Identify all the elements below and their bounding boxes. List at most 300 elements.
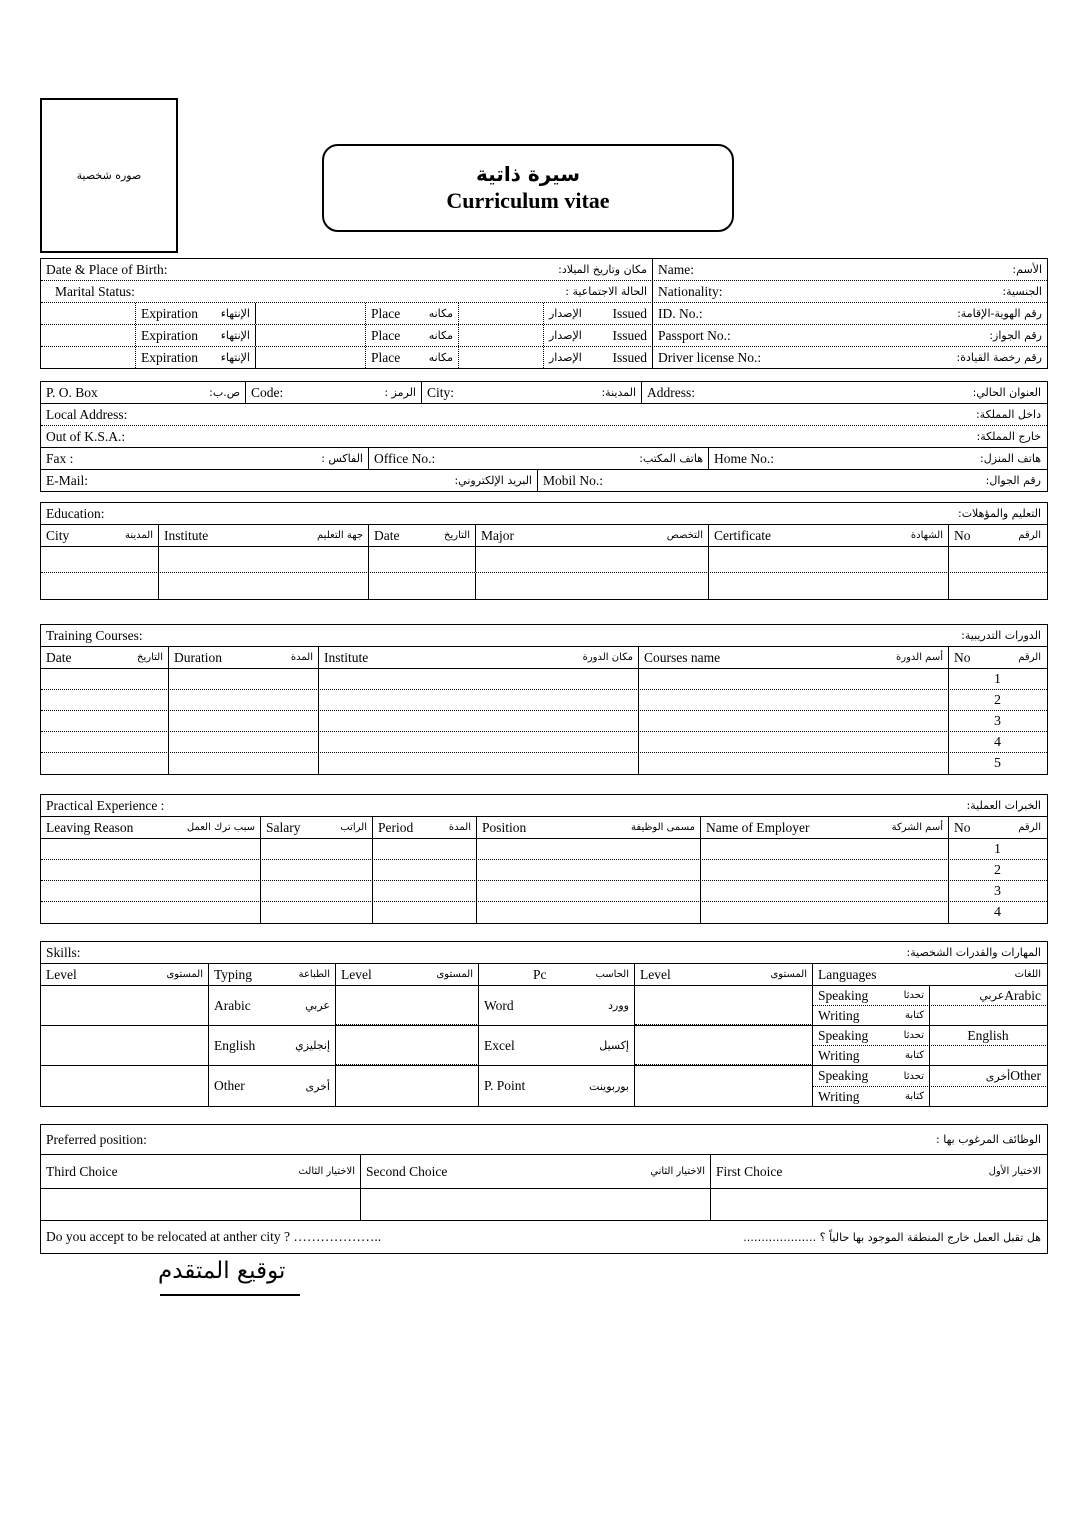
id-no-field[interactable] [653, 303, 1047, 324]
education-cell-certificate[interactable] [709, 547, 949, 572]
table-row[interactable] [41, 711, 1047, 732]
expiration-label-ar-2: الإنتهاء [220, 329, 250, 342]
training-cell-institute[interactable] [319, 669, 639, 690]
writing-label-ar-2: كتابة [905, 1050, 924, 1062]
skills-title-en: Skills: [46, 944, 81, 960]
mobil-no-field[interactable] [538, 470, 1046, 491]
typing-level-cell-arabic[interactable] [41, 986, 209, 1025]
driver-license-label-en: Driver license No.: [658, 349, 762, 365]
training-cell-institute[interactable] [319, 711, 639, 732]
education-col-major-en: Major [481, 527, 514, 543]
training-cell-date[interactable] [41, 732, 169, 753]
pc-level-cell-word[interactable] [336, 986, 479, 1025]
nationality-field[interactable] [653, 281, 1047, 302]
dob-name-row [41, 259, 1047, 281]
first-choice-input[interactable] [711, 1189, 1046, 1220]
passport-no-row [41, 325, 1047, 347]
typing-level-cell-other[interactable] [41, 1066, 209, 1106]
pc-level-label-en: Level [341, 966, 372, 982]
table-row[interactable] [41, 753, 1047, 774]
out-of-ksa-field[interactable] [41, 426, 1046, 447]
passport-no-label-ar: رقم الجواز: [989, 329, 1042, 342]
experience-cell-period[interactable] [373, 902, 477, 923]
experience-col-leaving-reason-en: Leaving Reason [46, 819, 134, 835]
preferred-position-block [40, 1124, 1048, 1254]
training-col-no-ar: الرقم [1018, 652, 1041, 663]
training-col-duration-ar: المدة [290, 652, 313, 663]
education-col-certificate-ar: الشهادة [910, 530, 943, 541]
training-col-no [949, 647, 1046, 668]
form-header [40, 98, 1048, 254]
photo-placeholder-label: صوره شخصية [76, 169, 142, 182]
experience-cell-leaving-reason[interactable] [41, 839, 261, 860]
license-place-value-cell[interactable] [256, 347, 366, 368]
education-cell-institute[interactable] [159, 547, 369, 572]
name-label-ar: الأسم: [1012, 263, 1042, 276]
pc-label-en: Pc [532, 966, 547, 982]
education-section-title [41, 503, 1046, 524]
city-label-en: City: [427, 384, 455, 400]
language-arabic-group [813, 986, 1046, 1025]
second-choice-input[interactable] [361, 1189, 711, 1220]
address-label-ar: العنوان الحالي: [972, 386, 1041, 399]
language-arabic-speaking[interactable] [813, 986, 930, 1005]
office-no-label-en: Office No.: [374, 450, 436, 466]
education-col-no-ar: الرقم [1018, 530, 1041, 541]
training-cell-institute[interactable] [319, 732, 639, 753]
training-col-courses-name-ar: أسم الدورة [896, 652, 943, 663]
training-col-date [41, 647, 169, 668]
issued-label-en-3: Issued [612, 349, 647, 365]
local-address-row[interactable] [41, 404, 1047, 426]
table-row[interactable] [41, 669, 1047, 690]
education-col-city-en: City [46, 527, 70, 543]
training-cell-date[interactable] [41, 669, 169, 690]
address-block [40, 381, 1048, 492]
pc-word-en: Word [484, 997, 514, 1013]
po-box-label-en: P. O. Box [46, 384, 98, 400]
skills-col-language-level [635, 964, 813, 985]
languages-label-en: Languages [818, 966, 877, 982]
experience-cell-no[interactable]: 4 [994, 904, 1001, 920]
expiration-label-en-3: Expiration [141, 349, 198, 365]
place-label-en-3: Place [371, 349, 401, 365]
experience-section-title [41, 795, 1046, 816]
education-col-date-ar: التاريخ [444, 530, 470, 541]
training-col-duration-en: Duration [174, 649, 222, 665]
place-label-en-2: Place [371, 327, 401, 343]
local-address-label-en: Local Address: [46, 406, 128, 422]
language-level-cell-other[interactable] [635, 1066, 813, 1106]
training-col-institute-ar: مكان الدورة [582, 652, 633, 663]
skills-row-3 [41, 1066, 1047, 1106]
preferred-header-row [41, 1125, 1047, 1155]
training-cell-duration[interactable] [169, 669, 319, 690]
typing-other-en: Other [214, 1078, 245, 1093]
passport-no-field[interactable] [653, 325, 1047, 346]
speaking-label-en-1: Speaking [818, 987, 869, 1003]
experience-cell-leaving-reason[interactable] [41, 902, 261, 923]
language-level-cell-english[interactable] [635, 1026, 813, 1065]
first-choice-header [711, 1155, 1046, 1188]
email-label-en: E-Mail: [46, 472, 88, 488]
experience-cell-salary[interactable] [261, 839, 373, 860]
experience-col-employer-en: Name of Employer [706, 819, 810, 835]
training-cell-institute[interactable] [319, 753, 639, 774]
table-row[interactable] [41, 839, 1047, 860]
training-cell-duration[interactable] [169, 753, 319, 774]
language-arabic-ar: عربي [979, 989, 1005, 1003]
typing-lang-arabic [209, 986, 336, 1025]
training-courses-block [40, 624, 1048, 775]
pc-excel-en: Excel [484, 1037, 515, 1053]
po-box-field[interactable] [41, 382, 246, 403]
id-expiration-label-cell [136, 303, 256, 324]
preferred-title-en: Preferred position: [46, 1131, 147, 1147]
experience-cell-period[interactable] [373, 881, 477, 902]
experience-col-employer-ar: أسم الشركة [891, 822, 943, 833]
id-expiration-value-cell[interactable] [41, 303, 136, 324]
training-cell-courses-name[interactable] [639, 711, 949, 732]
issued-label-en-1: Issued [612, 305, 647, 321]
marital-status-label-en: Marital Status: [55, 283, 135, 299]
training-cell-courses-name[interactable] [639, 690, 949, 711]
experience-cell-period[interactable] [373, 860, 477, 881]
training-col-courses-name-en: Courses name [644, 649, 721, 665]
city-field[interactable] [422, 382, 642, 403]
driver-license-label-ar: رقم رخصة القيادة: [956, 351, 1042, 364]
mobil-no-label-ar: رقم الجوال: [985, 474, 1041, 487]
training-cell-date[interactable] [41, 753, 169, 774]
training-cell-courses-name[interactable] [639, 669, 949, 690]
writing-label-en-2: Writing [818, 1047, 860, 1063]
table-row[interactable] [41, 881, 1047, 902]
experience-cell-no[interactable]: 1 [994, 841, 1001, 857]
preferred-section-title [41, 1125, 1046, 1154]
training-cell-institute[interactable] [319, 690, 639, 711]
fax-field[interactable] [41, 448, 369, 469]
pc-ppoint-ar: بوربوينت [589, 1079, 629, 1093]
experience-cell-no[interactable]: 2 [994, 862, 1001, 878]
language-other-filler [930, 1087, 1046, 1106]
training-cell-no[interactable]: 1 [994, 671, 1001, 687]
skills-col-pc-level [336, 964, 479, 985]
education-block [40, 502, 1048, 600]
typing-level-label-ar: المستوى [166, 969, 203, 980]
third-choice-input[interactable] [41, 1189, 361, 1220]
education-cell-no[interactable] [949, 547, 1046, 572]
experience-cell-position[interactable] [477, 881, 701, 902]
pc-level-cell-ppoint[interactable] [336, 1066, 479, 1106]
experience-col-position-en: Position [482, 819, 527, 835]
skills-section-title [41, 942, 1046, 963]
experience-cell-salary[interactable] [261, 881, 373, 902]
home-no-label-ar: هاتف المنزل: [980, 452, 1041, 465]
training-cell-no[interactable]: 5 [994, 755, 1001, 771]
relocation-question-ar: هل تقبل العمل خارج المنطقة الموجود بها حالياً ؟ ……………….. [743, 1230, 1041, 1244]
code-field[interactable] [246, 382, 422, 403]
skills-col-typing-level [41, 964, 209, 985]
education-cell-institute[interactable] [159, 573, 369, 599]
skills-col-typing [209, 964, 336, 985]
address-label-en: Address: [647, 384, 695, 400]
education-col-date [369, 525, 476, 546]
language-arabic-writing-row [813, 1006, 1046, 1025]
training-cell-no[interactable]: 4 [994, 734, 1001, 750]
experience-col-leaving-reason-ar: سبب ترك العمل [186, 822, 255, 833]
license-expiration-value-cell[interactable] [41, 347, 136, 368]
pc-excel-ar: إكسيل [599, 1039, 629, 1052]
table-row[interactable] [41, 573, 1047, 599]
training-section-title [41, 625, 1046, 646]
pc-app-ppoint [479, 1066, 635, 1106]
practical-experience-block [40, 794, 1048, 924]
skills-row-2 [41, 1026, 1047, 1066]
pc-label-ar: الحاسب [595, 969, 629, 980]
id-no-label-ar: رقم الهوية-الإقامة: [957, 307, 1042, 320]
expiration-label-en-2: Expiration [141, 327, 198, 343]
education-cell-date[interactable] [369, 573, 476, 599]
language-level-cell-arabic[interactable] [635, 986, 813, 1025]
name-field[interactable] [653, 259, 1047, 280]
training-cell-date[interactable] [41, 690, 169, 711]
education-col-city-ar: المدينة [124, 530, 153, 541]
pc-level-label-ar: المستوى [436, 969, 473, 980]
experience-cell-leaving-reason[interactable] [41, 881, 261, 902]
table-row[interactable] [41, 902, 1047, 923]
language-other-writing-row [813, 1087, 1046, 1106]
experience-cell-employer[interactable] [701, 902, 949, 923]
typing-lang-other [209, 1066, 336, 1106]
education-cell-city[interactable] [41, 547, 159, 572]
experience-cell-employer[interactable] [701, 860, 949, 881]
education-header-row [41, 503, 1047, 525]
experience-cell-position[interactable] [477, 839, 701, 860]
place-label-ar-2: مكانه [428, 329, 453, 342]
signature-area [150, 1258, 450, 1296]
education-cell-no[interactable] [949, 573, 1046, 599]
training-header-row [41, 625, 1047, 647]
pc-app-word [479, 986, 635, 1025]
education-col-major-ar: التخصص [666, 530, 703, 541]
education-cell-date[interactable] [369, 547, 476, 572]
education-col-city [41, 525, 159, 546]
experience-cell-employer[interactable] [701, 839, 949, 860]
form-title-english: Curriculum vitae [446, 188, 610, 213]
skills-col-languages [813, 964, 1046, 985]
preferred-title-ar: الوظائف المرغوب بها : [936, 1133, 1041, 1146]
experience-title-en: Practical Experience : [46, 797, 165, 813]
third-choice-header [41, 1155, 361, 1188]
fax-label-en: Fax : [46, 450, 74, 466]
typing-lang-english [209, 1026, 336, 1065]
table-row[interactable] [41, 860, 1047, 881]
place-label-ar-3: مكانه [428, 351, 453, 364]
out-of-ksa-label-ar: خارج المملكة: [976, 430, 1041, 443]
issued-label-ar-2: الإصدار [549, 329, 582, 342]
skills-column-header-row [41, 964, 1047, 986]
photo-placeholder-box[interactable] [40, 98, 178, 253]
pc-level-cell-excel[interactable] [336, 1026, 479, 1065]
training-col-date-ar: التاريخ [137, 652, 163, 663]
experience-header-row [41, 795, 1047, 817]
training-cell-duration[interactable] [169, 732, 319, 753]
nationality-label-ar: الجنسية: [1002, 285, 1042, 298]
code-label-ar: الرمز : [384, 386, 416, 399]
city-label-ar: المدينة: [601, 386, 636, 399]
language-english-writing[interactable] [813, 1046, 930, 1065]
mobil-no-label-en: Mobil No.: [543, 472, 604, 488]
training-col-duration [169, 647, 319, 668]
language-english-filler [930, 1046, 1046, 1065]
training-column-header-row [41, 647, 1047, 669]
skills-row-1 [41, 986, 1047, 1026]
experience-col-leaving-reason [41, 817, 261, 838]
issued-label-en-2: Issued [612, 327, 647, 343]
pc-word-ar: وورد [608, 999, 629, 1012]
education-column-header-row [41, 525, 1047, 547]
training-cell-courses-name[interactable] [639, 753, 949, 774]
expiration-label-ar-3: الإنتهاء [220, 351, 250, 364]
education-cell-major[interactable] [476, 547, 709, 572]
email-field[interactable] [41, 470, 538, 491]
local-address-field[interactable] [41, 404, 1046, 425]
education-cell-certificate[interactable] [709, 573, 949, 599]
training-cell-courses-name[interactable] [639, 732, 949, 753]
id-place-value-cell[interactable] [256, 303, 366, 324]
education-col-date-en: Date [374, 527, 400, 543]
name-label-en: Name: [658, 261, 694, 277]
passport-issued-value-cell[interactable] [459, 325, 544, 346]
language-english-writing-row [813, 1046, 1046, 1065]
second-choice-ar: الاختيار الثاني [650, 1166, 705, 1177]
education-cell-city[interactable] [41, 573, 159, 599]
experience-cell-salary[interactable] [261, 860, 373, 881]
table-row[interactable] [41, 732, 1047, 753]
signature-label: توقيع المتقدم [158, 1258, 286, 1284]
typing-label-en: Typing [214, 966, 253, 982]
preferred-choices-input-row [41, 1189, 1047, 1221]
experience-cell-salary[interactable] [261, 902, 373, 923]
training-col-institute [319, 647, 639, 668]
experience-cell-period[interactable] [373, 839, 477, 860]
id-place-label-cell [366, 303, 459, 324]
experience-col-employer [701, 817, 949, 838]
current-address-field[interactable] [642, 382, 1046, 403]
experience-column-header-row [41, 817, 1047, 839]
table-row[interactable] [41, 547, 1047, 573]
training-cell-duration[interactable] [169, 711, 319, 732]
language-other-ar: أخرى [985, 1069, 1011, 1083]
education-title-en: Education: [46, 505, 105, 521]
office-no-field[interactable] [369, 448, 709, 469]
education-cell-major[interactable] [476, 573, 709, 599]
experience-cell-employer[interactable] [701, 881, 949, 902]
writing-label-ar-1: كتابة [905, 1010, 924, 1022]
language-other-en: Other [1010, 1068, 1041, 1083]
relocation-question[interactable] [41, 1221, 1046, 1253]
license-place-label-cell [366, 347, 459, 368]
language-other-subrows [813, 1066, 1046, 1087]
training-cell-date[interactable] [41, 711, 169, 732]
passport-place-label-cell [366, 325, 459, 346]
experience-cell-position[interactable] [477, 902, 701, 923]
passport-expiration-label-cell [136, 325, 256, 346]
language-english-subrows [813, 1026, 1046, 1046]
skills-header-row [41, 942, 1047, 964]
id-no-row [41, 303, 1047, 325]
speaking-label-ar-2: تحدثا [903, 1030, 924, 1042]
out-of-ksa-row[interactable] [41, 426, 1047, 448]
table-row[interactable] [41, 690, 1047, 711]
language-other-speaking[interactable] [813, 1066, 930, 1086]
id-issued-value-cell[interactable] [459, 303, 544, 324]
license-issued-value-cell[interactable] [459, 347, 544, 368]
issued-label-ar-1: الإصدار [549, 307, 582, 320]
training-col-institute-en: Institute [324, 649, 369, 665]
nationality-label-en: Nationality: [658, 283, 723, 299]
id-no-label-en: ID. No.: [658, 305, 703, 321]
signature-line[interactable] [160, 1294, 300, 1296]
skills-title-ar: المهارات والقدرات الشخصية: [906, 946, 1041, 959]
training-cell-no[interactable]: 2 [994, 692, 1001, 708]
experience-col-period-en: Period [378, 819, 414, 835]
skills-block [40, 941, 1048, 1107]
language-english-speaking[interactable] [813, 1026, 930, 1045]
third-choice-en: Third Choice [46, 1163, 118, 1179]
language-level-label-ar: المستوى [770, 969, 807, 980]
experience-cell-position[interactable] [477, 860, 701, 881]
training-cell-duration[interactable] [169, 690, 319, 711]
passport-issued-label-cell [544, 325, 653, 346]
address-top-row [41, 382, 1047, 404]
email-label-ar: البريد الإلكتروني: [454, 474, 532, 487]
second-choice-en: Second Choice [366, 1163, 448, 1179]
passport-expiration-value-cell[interactable] [41, 325, 136, 346]
education-col-certificate-en: Certificate [714, 527, 771, 543]
education-col-major [476, 525, 709, 546]
education-col-institute-en: Institute [164, 527, 209, 543]
second-choice-header [361, 1155, 711, 1188]
experience-col-no [949, 817, 1046, 838]
speaking-label-ar-1: تحدثا [903, 990, 924, 1002]
typing-level-cell-english[interactable] [41, 1026, 209, 1065]
speaking-label-ar-3: تحدثا [903, 1070, 924, 1082]
experience-col-period [373, 817, 477, 838]
experience-cell-no[interactable]: 3 [994, 883, 1001, 899]
language-other-writing[interactable] [813, 1087, 930, 1106]
form-title-box [322, 144, 734, 232]
experience-col-position [477, 817, 701, 838]
date-place-of-birth-field[interactable] [41, 259, 653, 280]
typing-english-en: English [214, 1037, 256, 1053]
training-cell-no[interactable]: 3 [994, 713, 1001, 729]
language-arabic-writing[interactable] [813, 1006, 930, 1025]
language-arabic-en: Arabic [1004, 987, 1041, 1003]
po-box-label-ar: ص.ب: [209, 386, 240, 399]
date-place-of-birth-label-ar: مكان وتاريخ الميلاد: [558, 263, 647, 276]
driver-license-no-field[interactable] [653, 347, 1047, 368]
experience-col-salary-en: Salary [266, 819, 301, 835]
id-issued-label-cell [544, 303, 653, 324]
passport-place-value-cell[interactable] [256, 325, 366, 346]
skills-col-pc [479, 964, 635, 985]
language-arabic-subrows [813, 986, 1046, 1006]
home-no-field[interactable] [709, 448, 1046, 469]
marital-status-field[interactable] [41, 281, 653, 302]
experience-cell-leaving-reason[interactable] [41, 860, 261, 881]
experience-col-period-ar: المدة [448, 822, 471, 833]
